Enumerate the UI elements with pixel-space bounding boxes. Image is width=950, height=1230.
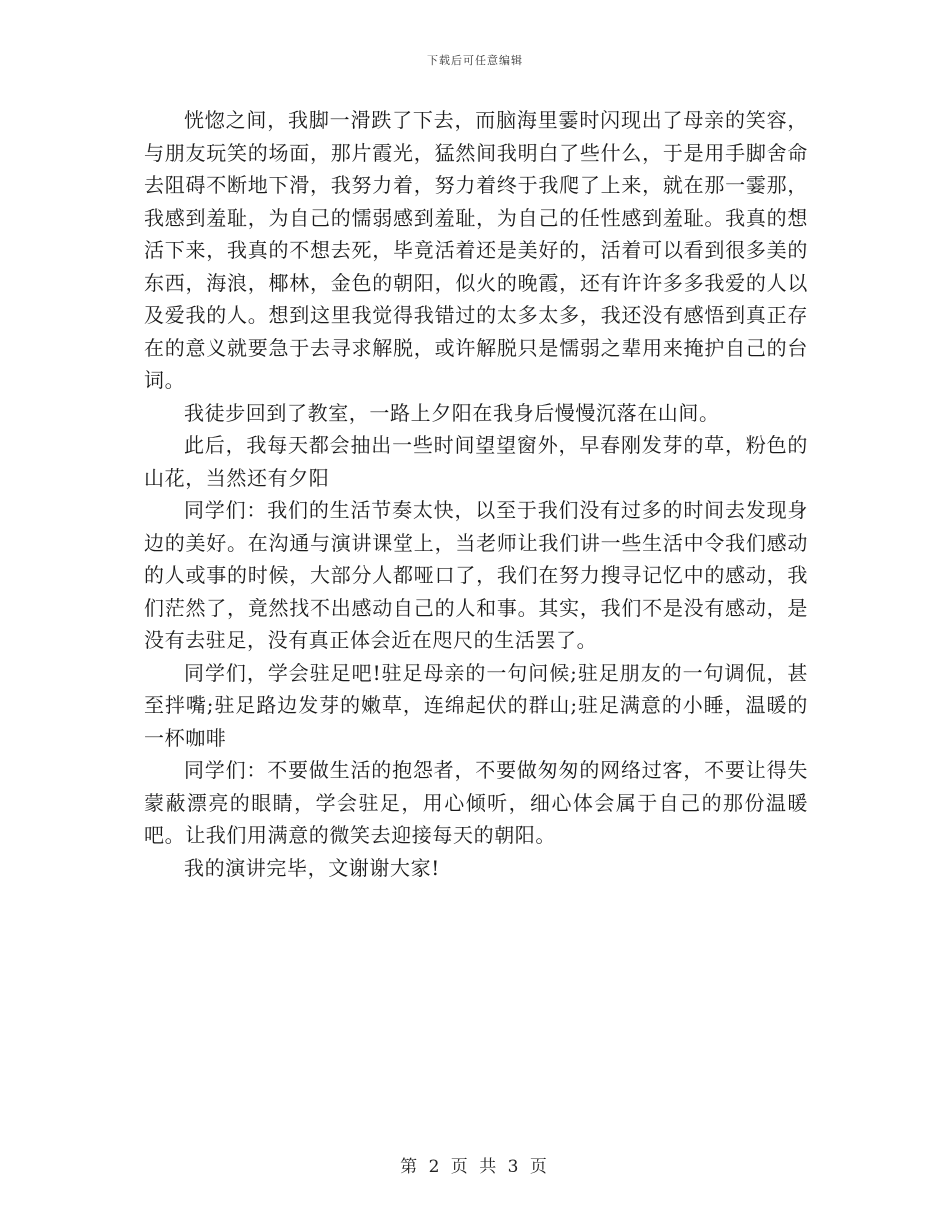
paragraph: 同学们：不要做生活的抱怨者，不要做匆匆的网络过客，不要让得失蒙蔽漂亮的眼睛，学会驻足，用心倾听，细心体会属于自己的那份温暖吧。让我们用满意的微笑去迎接每天的朝阳。 <box>144 758 808 847</box>
paragraph: 此后，我每天都会抽出一些时间望望窗外，早春刚发芽的草，粉色的山花，当然还有夕阳 <box>144 433 808 490</box>
document-body <box>144 104 808 884</box>
paragraph: 同学们，学会驻足吧!驻足母亲的一句问候;驻足朋友的一句调侃，甚至拌嘴;驻足路边发芽的嫩草，连绵起伏的群山;驻足满意的小睡，温暖的一杯咖啡 <box>144 660 808 750</box>
page-number: 第 2 页 共 3 页 <box>400 1157 550 1177</box>
paragraph: 恍惚之间，我脚一滑跌了下去，而脑海里霎时闪现出了母亲的笑容，与朋友玩笑的场面，那片霞光，猛然间我明白了些什么，于是用手脚舍命去阻碍不断地下滑，我努力着，努力着终于我爬了上来，就在那一霎那，我感到羞耻，为自己的懦弱感到羞耻，为自己的任性感到羞耻。我真的想活下来，我真的不想去死，毕竟活着还是美好的，活着可以看到很多美的东西，海浪，椰林，金色的朝阳，似火的晚霞，还有许许多多我爱的人以及爱我的人。想到这里我觉得我错过的太多太多，我还没有感悟到真正存在的意义就要急于去寻求解脱，或许解脱只是懦弱之辈用来掩护自己的台词。 <box>144 108 808 392</box>
paragraph: 我徒步回到了教室，一路上夕阳在我身后慢慢沉落在山间。 <box>184 400 720 425</box>
page-header: 下载后可任意编辑 <box>427 54 523 67</box>
paragraph: 同学们：我们的生活节奏太快，以至于我们没有过多的时间去发现身边的美好。在沟通与演讲课堂上，当老师让我们讲一些生活中令我们感动的人或事的时候，大部分人都哑口了，我们在努力搜寻记忆中的感动，我们茫然了，竟然找不出感动自己的人和事。其实，我们不是没有感动，是没有去驻足，没有真正体会近在咫尺的生活罢了。 <box>144 498 808 652</box>
paragraph: 我的演讲完毕，文谢谢大家! <box>184 855 440 880</box>
